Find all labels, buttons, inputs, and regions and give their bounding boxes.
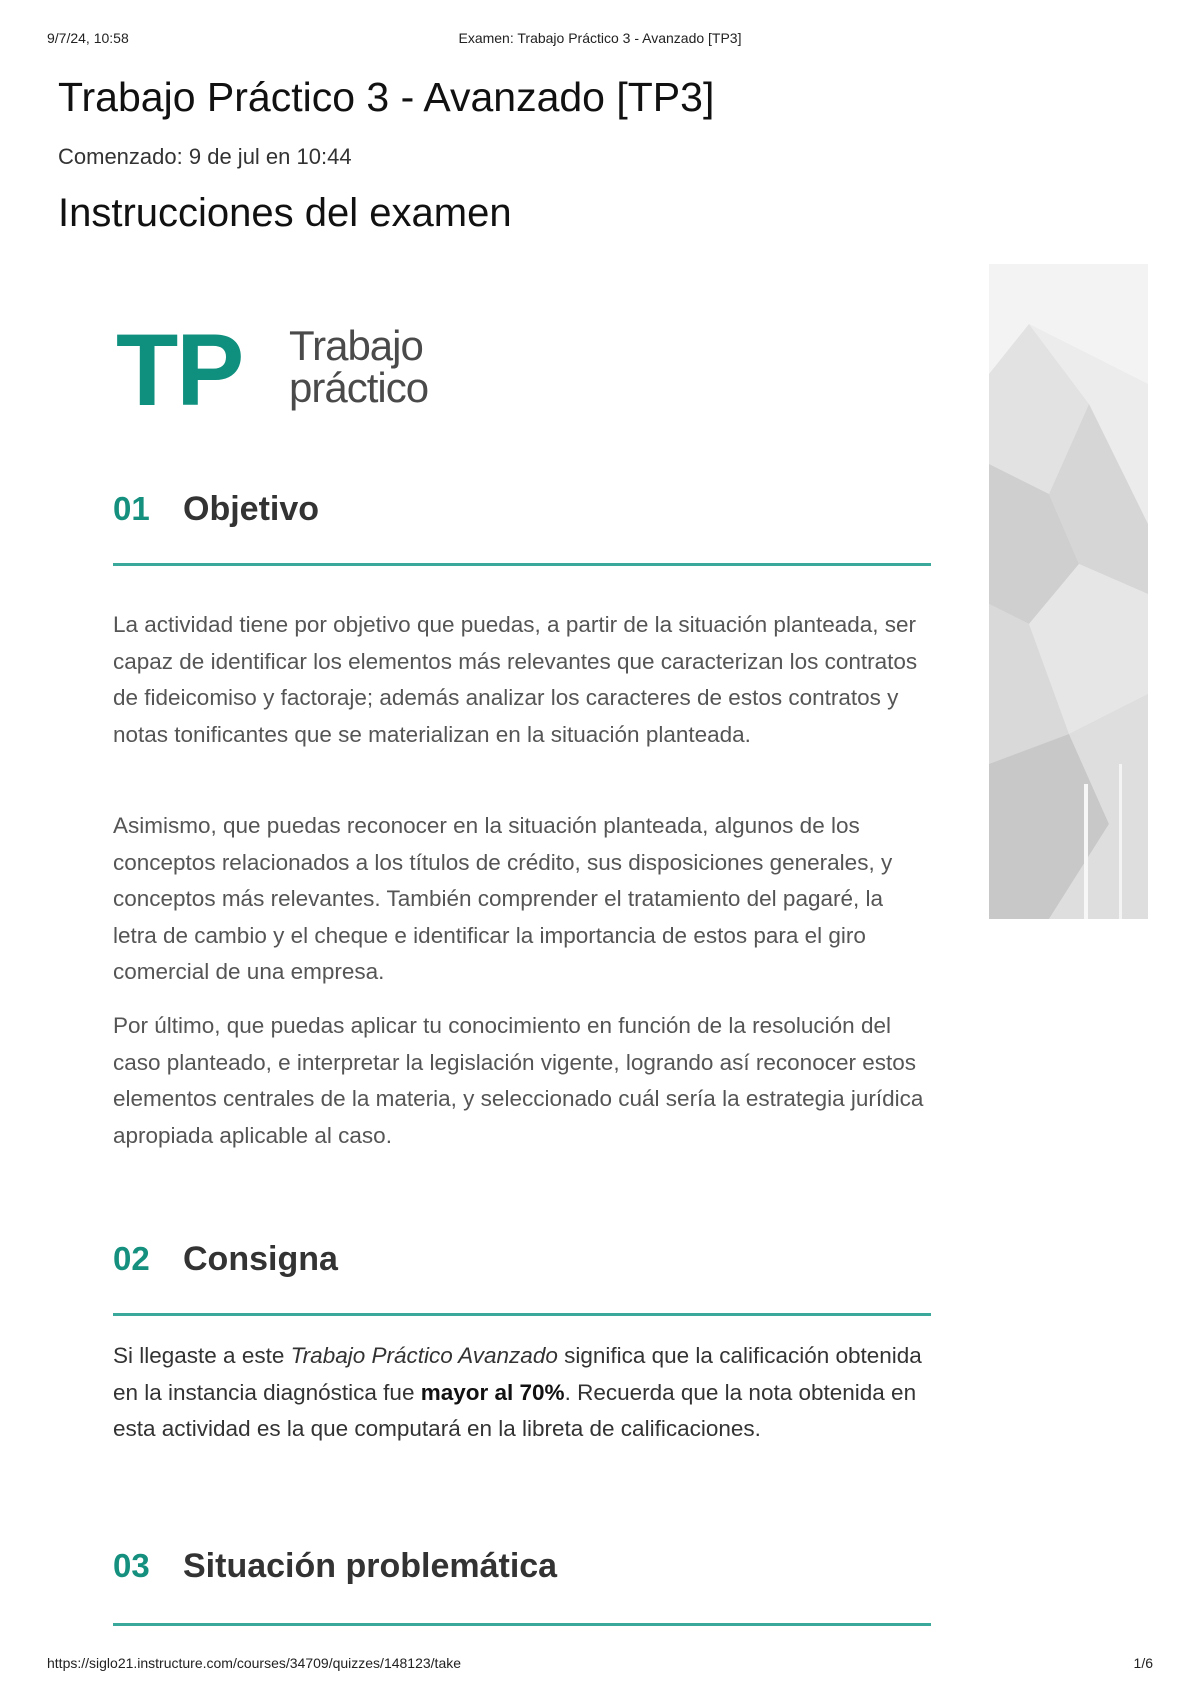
print-datetime: 9/7/24, 10:58 bbox=[47, 30, 129, 46]
started-label: Comenzado: bbox=[58, 144, 183, 169]
print-footer bbox=[47, 1655, 1153, 1677]
tp-logo bbox=[116, 315, 456, 425]
print-page-number: 1/6 bbox=[1133, 1655, 1153, 1671]
consigna-italic: Trabajo Práctico Avanzado bbox=[290, 1343, 558, 1368]
objetivo-paragraph-2: Asimismo, que puedas reconocer en la situación planteada, algunos de los conceptos relacionados a los títulos de crédito, sus disposiciones generales, y conceptos más relevantes. También comprender el tratamiento del pagaré, la letra de cambio y el cheque e identificar la importancia de estos para el giro comercial de una empresa. bbox=[113, 813, 893, 984]
print-url: https://siglo21.instructure.com/courses/34709/quizzes/148123/take bbox=[47, 1655, 462, 1671]
section-divider bbox=[113, 563, 931, 566]
section-number: 01 bbox=[113, 490, 150, 527]
section-number: 03 bbox=[113, 1547, 150, 1584]
objetivo-paragraph-3: Por último, que puedas aplicar tu conocimiento en función de la resolución del caso planteado, e interpretar la legislación vigente, logrando así reconocer estos elementos centrales de la materia, y seleccionado cuál sería la estrategia jurídica apropiada aplicable al caso. bbox=[113, 1013, 924, 1148]
tp-logo-words bbox=[289, 322, 429, 411]
instructions-title: Instrucciones del examen bbox=[58, 191, 512, 235]
tp-logo-word1: Trabajo bbox=[289, 322, 423, 369]
objetivo-paragraph-1: La actividad tiene por objetivo que puedas, a partir de la situación planteada, ser capaz de identificar los elementos más relevantes que caracterizan los contratos de fideicomiso y factoraje; además analizar los caracteres de estos contratos y notas tonificantes que se materializan en la situación planteada. bbox=[113, 612, 918, 747]
section-title: Consigna bbox=[183, 1240, 338, 1278]
quiz-title: Trabajo Práctico 3 - Avanzado [TP3] bbox=[58, 74, 715, 120]
started-info bbox=[58, 144, 352, 170]
print-doc-title: Examen: Trabajo Práctico 3 - Avanzado [TP3] bbox=[458, 30, 742, 46]
consigna-text-b: significa que la calificación obtenida en la instancia diagnóstica fue bbox=[113, 1343, 922, 1405]
consigna-text-c: . Recuerda que la nota obtenida en esta actividad es la que computará en la libreta de calificaciones. bbox=[113, 1379, 917, 1441]
section-title: Objetivo bbox=[183, 490, 320, 528]
consigna-paragraph bbox=[113, 1338, 933, 1448]
section-divider bbox=[113, 1623, 931, 1626]
section-title: Situación problemática bbox=[183, 1547, 558, 1585]
consigna-text-a: Si llegaste a este bbox=[113, 1343, 291, 1368]
started-value: 9 de jul en 10:44 bbox=[188, 144, 352, 169]
section-number: 02 bbox=[113, 1240, 150, 1277]
consigna-bold: mayor al 70% bbox=[420, 1379, 565, 1405]
print-header bbox=[47, 30, 1153, 52]
tp-logo-letters: TP bbox=[116, 313, 243, 427]
decorative-side-image bbox=[989, 264, 1148, 919]
tp-logo-word2: práctico bbox=[289, 364, 429, 411]
section-divider bbox=[113, 1313, 931, 1316]
